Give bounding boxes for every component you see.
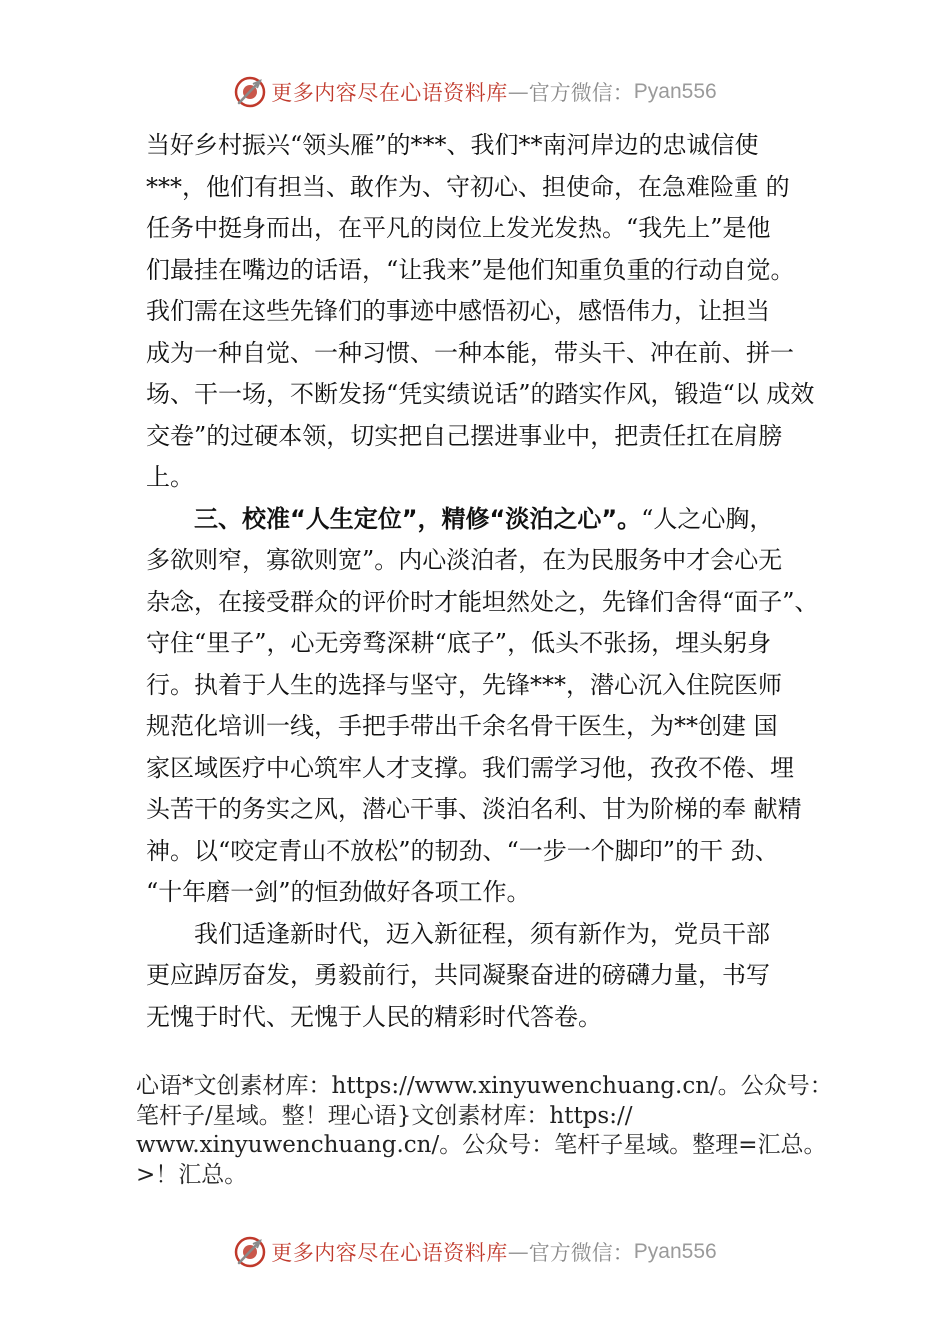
text-line: 场、干一场，不断发扬“凭实绩说话”的踏实作风，锻造“以 成效	[146, 380, 815, 408]
text-line: 更应踔厉奋发，勇毅前行，共同凝聚奋进的磅礴力量，书写	[146, 961, 770, 989]
header-banner	[0, 72, 950, 112]
brand-logo-icon	[233, 75, 267, 109]
footer-line: www.xinyuwenchuang.cn/。公众号：笔杆子星域。整理=汇总。	[136, 1132, 827, 1158]
article-body	[146, 125, 846, 1038]
banner-wechat-id: Pyan556	[633, 80, 717, 103]
footer-banner	[0, 1232, 950, 1272]
banner-main-text: 更多内容尽在心语资料库	[271, 1241, 508, 1265]
text-line: 交卷”的过硬本领，切实把自己摆进事业中，把责任扛在肩膀	[146, 421, 783, 450]
text-line: 头苦干的务实之风，潜心干事、淡泊名利、甘为阶梯的奉 献精	[146, 795, 802, 823]
text-line: 多欲则窄，寡欲则宽”。内心淡泊者，在为民服务中才会心无	[146, 546, 783, 574]
section-3-heading: 三、校准“人生定位”，精修“淡泊之心”。	[194, 504, 642, 533]
text-line: 杂念，在接受群众的评价时才能坦然处之，先锋们舍得“面子”、	[146, 587, 819, 616]
text-line: 行。执着于人生的选择与坚守，先锋***，潜心沉入住院医师	[146, 670, 782, 699]
footer-line: >！汇总。	[136, 1161, 248, 1188]
text-line: 家区域医疗中心筑牢人才支撑。我们需学习他，孜孜不倦、埋	[146, 753, 794, 782]
text-line: 守住“里子”，心无旁骛深耕“底子”，低头不张扬，埋头躬身	[146, 629, 772, 657]
paragraph-1	[146, 125, 846, 499]
banner-wechat-label: 官方微信：	[528, 1241, 634, 1265]
banner-dash: —	[507, 80, 529, 104]
footer-note	[136, 1072, 896, 1190]
text-line: 们最挂在嘴边的话语，“让我来”是他们知重负重的行动自觉。	[146, 255, 795, 284]
brand-logo-icon	[233, 1235, 267, 1269]
text-line: “十年磨一剑”的恒劲做好各项工作。	[146, 878, 531, 906]
text-line: 成为一种自觉、一种习惯、一种本能，带头干、冲在前、拼一	[146, 338, 794, 367]
text-line: ***，他们有担当、敢作为、守初心、担使命，在急难险重 的	[146, 172, 790, 201]
text-line: 上。	[146, 463, 194, 491]
banner-wechat-label: 官方微信：	[528, 81, 634, 105]
paragraph-section-3	[146, 499, 846, 914]
section-3-first-line	[146, 499, 846, 541]
section-3-first-text: “人之心胸，	[641, 504, 774, 533]
paragraph-closing	[146, 914, 846, 1039]
text-line: 我们需在这些先锋们的事迹中感悟初心，感悟伟力，让担当	[146, 297, 770, 325]
text-line: 任务中挺身而出，在平凡的岗位上发光发热。“我先上”是他	[146, 214, 771, 242]
footer-line: 心语*文创素材库：https://www.xinyuwenchuang.cn/。公众号：	[136, 1073, 833, 1099]
banner-dash: —	[507, 1240, 529, 1264]
banner-main-text: 更多内容尽在心语资料库	[271, 81, 508, 105]
text-line: 我们适逢新时代，迈入新征程，须有新作为，党员干部	[194, 919, 770, 948]
text-line: 神。以“咬定青山不放松”的韧劲、“一步一个脚印”的干 劲、	[146, 836, 779, 865]
text-line: 规范化培训一线，手把手带出千余名骨干医生，为**创建 国	[146, 712, 778, 740]
footer-line: 笔杆子/星域。整！理心语}文创素材库：https://	[136, 1102, 633, 1129]
text-line: 当好乡村振兴“领头雁”的***、我们**南河岸边的忠诚信使	[146, 131, 759, 159]
banner-wechat-id: Pyan556	[633, 1240, 717, 1263]
text-line: 无愧于时代、无愧于人民的精彩时代答卷。	[146, 1002, 602, 1031]
